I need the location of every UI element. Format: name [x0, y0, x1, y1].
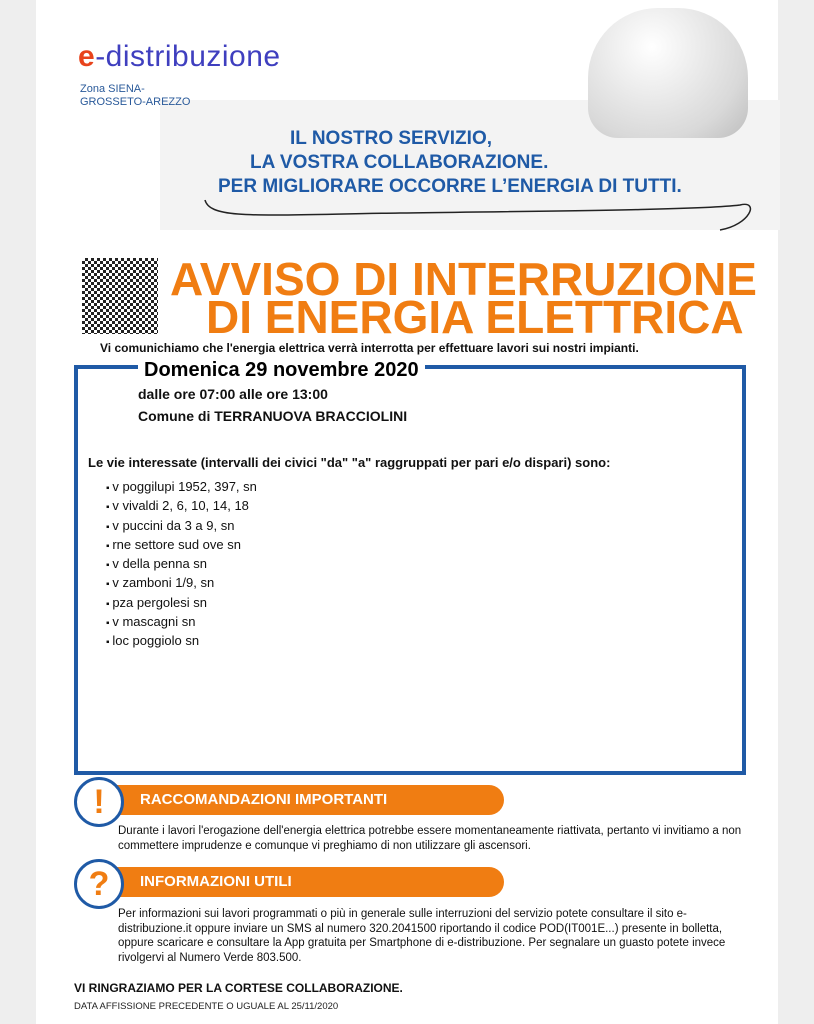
qr-code[interactable]	[82, 258, 158, 334]
street-item: ▪ v vivaldi 2, 6, 10, 14, 18	[106, 497, 257, 516]
street-item: ▪ v puccini da 3 a 9, sn	[106, 517, 257, 536]
subtitle: Vi comunichiamo che l'energia elettrica verrà interrotta per effettuare lavori sui nostri impianti.	[100, 341, 639, 355]
notice-time: dalle ore 07:00 alle ore 13:00	[138, 386, 328, 402]
title-line1: AVVISO DI INTERRUZIONE	[170, 253, 757, 305]
helmet-image	[588, 8, 748, 138]
streets-heading: Le vie interessate (intervalli dei civici "da" "a" raggruppati per pari e/o dispari) sono:	[88, 455, 611, 470]
street-item: ▪ rne settore sud ove sn	[106, 536, 257, 555]
street-item: ▪ v zamboni 1/9, sn	[106, 574, 257, 593]
street-item: ▪ v della penna sn	[106, 555, 257, 574]
street-item: ▪ pza pergolesi sn	[106, 594, 257, 613]
question-icon: ?	[74, 859, 124, 909]
raccomandazioni-header: RACCOMANDAZIONI IMPORTANTI	[110, 785, 504, 815]
slogan-line: LA VOSTRA COLLABORAZIONE.	[250, 152, 549, 173]
streets-list	[106, 478, 257, 652]
raccomandazioni-text: Durante i lavori l'erogazione dell'energia elettrica potrebbe essere momentaneamente riattivata, pertanto vi invitiamo a non commettere imprudenze e comunque vi preghiamo di non utilizzare gli ascensori.	[118, 825, 742, 852]
exclamation-icon: !	[74, 777, 124, 827]
street-item: ▪ v mascagni sn	[106, 613, 257, 632]
notice-comune: Comune di TERRANUOVA BRACCIOLINI	[138, 408, 408, 424]
street-item: ▪ v poggilupi 1952, 397, sn	[106, 478, 257, 497]
posting-date: DATA AFFISSIONE PRECEDENTE O UGUALE AL 25/11/2020	[74, 1001, 339, 1012]
notice-date: Domenica 29 novembre 2020	[138, 359, 425, 382]
zona-label: Zona SIENA- GROSSETO-AREZZO	[80, 83, 191, 108]
slogan-line: PER MIGLIORARE OCCORRE L’ENERGIA DI TUTTI.	[218, 176, 682, 197]
logo: e-distribuzione	[78, 40, 281, 73]
street-item: ▪ loc poggiolo sn	[106, 632, 257, 651]
slogan-line: IL NOSTRO SERVIZIO,	[290, 128, 492, 149]
informazioni-text: Per informazioni sui lavori programmati o più in generale sulle interruzioni del servizio potete consultare il sito e-distribuzione.it oppure inviare un SMS al numero 320.2041500 riportando il codice POD(IT001E...) presente in bolletta, oppure scaricare e consultare la App gratuita per Smartphone di e-distribuzione. Per segnalare un guasto potete invece rivolgervi al Numero Verde 803.500.	[118, 908, 726, 964]
title-line2: DI ENERGIA ELETTRICA	[206, 291, 744, 343]
thanks-text: VI RINGRAZIAMO PER LA CORTESE COLLABORAZIONE.	[74, 981, 403, 995]
cable-icon	[200, 195, 760, 235]
informazioni-header: INFORMAZIONI UTILI	[110, 867, 504, 897]
